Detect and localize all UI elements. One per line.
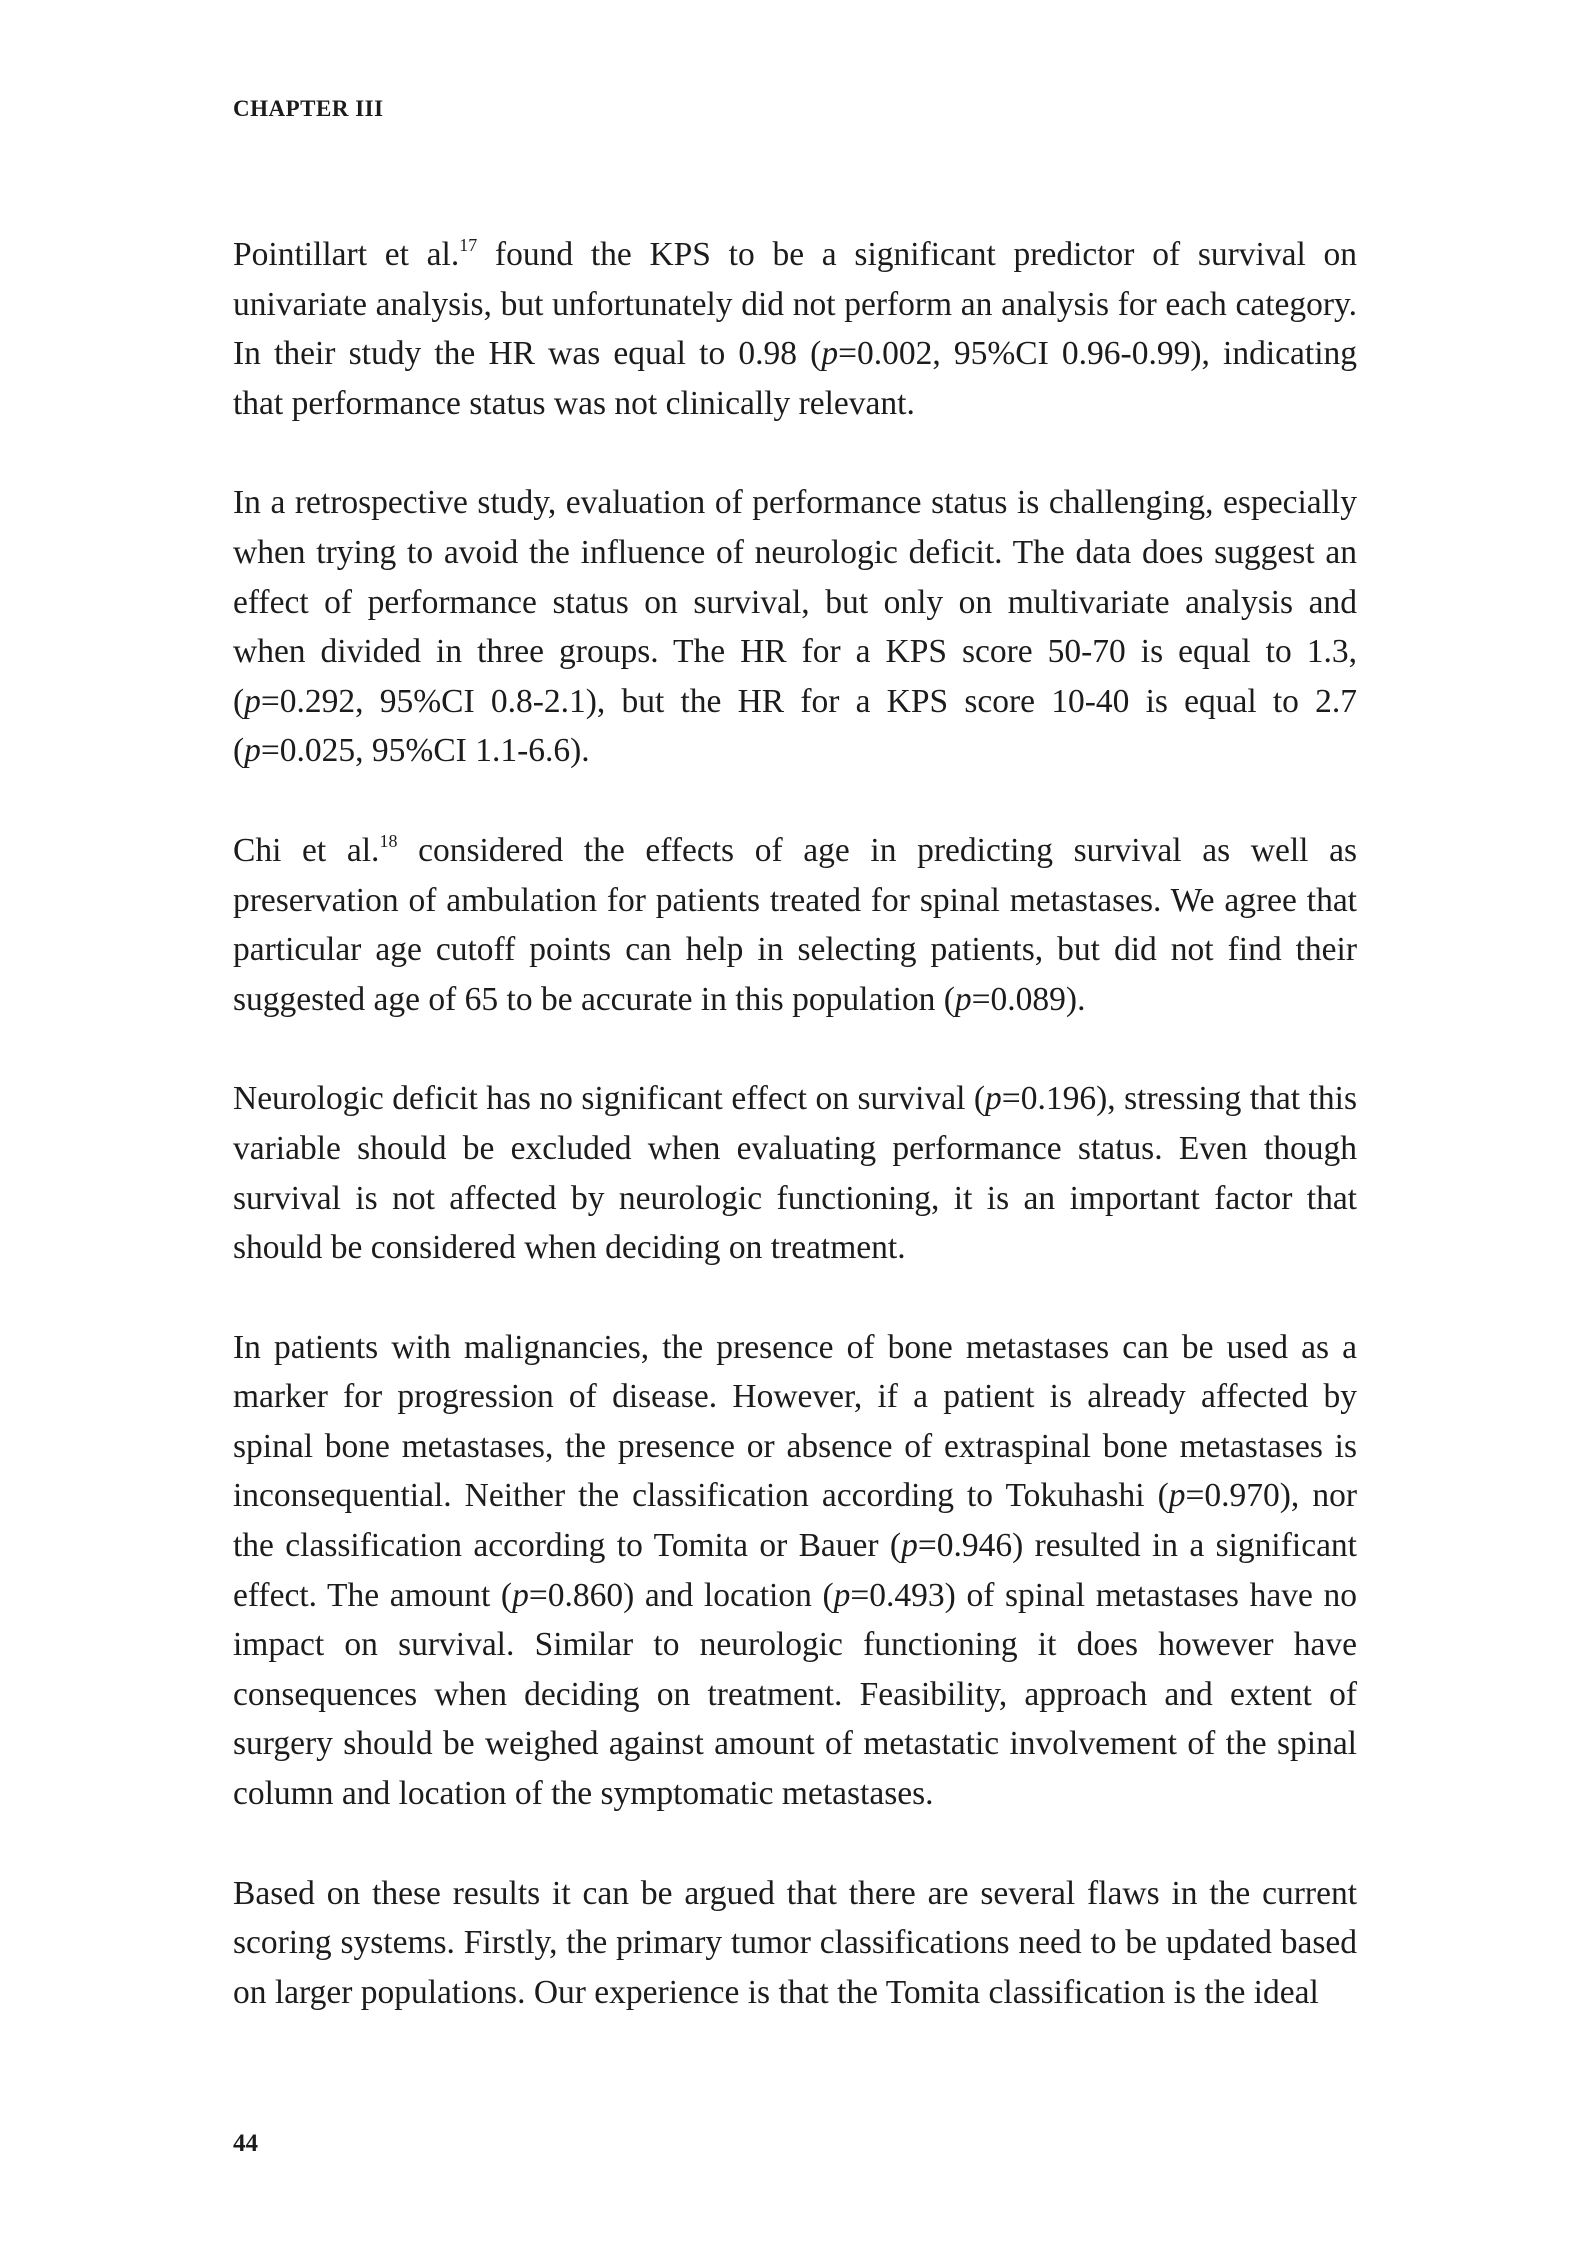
page-number: 44 — [233, 2130, 258, 2157]
p-value-symbol: p — [901, 1527, 918, 1565]
text-run: =0.002, 95%CI 0.96-0.99), indicating that performance status was not clinically relevant. — [233, 335, 1358, 422]
text-run: =0.196), stressing that this variable should be excluded when evaluating performance status. Even though survival is not affected by neurologic functioning, it is an important factor that should be considered when deciding on treatment. — [233, 1080, 1357, 1267]
reference-superscript: 18 — [379, 830, 398, 851]
text-run: =0.292, 95%CI 0.8-2.1), but the HR for a KPS score 10-40 is equal to 2.7 ( — [233, 682, 1357, 770]
running-header: CHAPTER III — [233, 96, 384, 121]
text-run: Neurologic deficit has no significant effect on survival ( — [233, 1080, 986, 1118]
paragraph-scoring-flaws — [233, 1869, 1357, 2018]
p-value-symbol: p — [821, 335, 839, 373]
body-text — [233, 230, 1357, 2067]
text-run: found the KPS to be a significant predictor of survival on univariate analysis, but unfortunately did not perform an analysis for each category. In their study the HR was equal to 0.98 ( — [233, 236, 1357, 373]
paragraph-age-chi — [233, 826, 1357, 1024]
text-run: =0.946) resulted in a significant effect. The amount ( — [233, 1527, 1357, 1614]
text-run: =0.970), nor the classification according to Tomita or Bauer ( — [233, 1477, 1357, 1565]
reference-superscript: 17 — [459, 235, 478, 255]
text-run: Based on these results it can be argued that there are several flaws in the current scoring systems. Firstly, the primary tumor classifications need to be updated based on larger populations. Our experience is that the Tomita classification is the ideal — [233, 1874, 1357, 2011]
p-value-symbol: p — [833, 1576, 851, 1614]
text-run: =0.493) of spinal metastases have no impact on survival. Similar to neurologic functioning it does however have consequences when deciding on treatment. Feasibility, approach and extent of surgery should be weighed against amount of metastatic involvement of the spinal column and location of the symptomatic metastases. — [233, 1576, 1357, 1813]
p-value-symbol: p — [244, 732, 261, 770]
p-value-symbol: p — [954, 980, 972, 1018]
p-value-symbol: p — [1168, 1477, 1186, 1515]
paragraph-performance-status — [233, 478, 1357, 776]
text-run: In patients with malignancies, the presence of bone metastases can be used as a marker for progression of disease. However, if a patient is already affected by spinal bone metastases, the presence or absence of extraspinal bone metastases is inconsequential. Neither the classification according to Tokuhashi ( — [233, 1328, 1357, 1515]
p-value-symbol: p — [512, 1576, 529, 1614]
paragraph-bone-metastases — [233, 1323, 1357, 1819]
paragraph-kps-pointillart — [233, 230, 1357, 428]
text-run: Chi et al. — [233, 831, 380, 869]
text-run: In a retrospective study, evaluation of performance status is challenging, especially when trying to avoid the influence of neurologic deficit. The data does suggest an effect of performance status on survival, but only on multivariate analysis and when divided in three groups. The HR for a KPS score 50-70 is equal to 1.3, ( — [233, 484, 1357, 720]
paragraph-neurologic-deficit — [233, 1074, 1357, 1272]
text-run: considered the effects of age in predicting survival as well as preservation of ambulation for patients treated for spinal metastases. We agree that particular age cutoff points can help in selecting patients, but did not find their suggested age of 65 to be accurate in this population ( — [233, 831, 1357, 1018]
p-value-symbol: p — [985, 1080, 1002, 1118]
p-value-symbol: p — [244, 682, 261, 720]
text-run: =0.089). — [971, 980, 1086, 1018]
text-run: Pointillart et al. — [233, 236, 460, 273]
text-run: =0.860) and location ( — [528, 1576, 834, 1614]
text-run: =0.025, 95%CI 1.1-6.6). — [260, 732, 590, 770]
